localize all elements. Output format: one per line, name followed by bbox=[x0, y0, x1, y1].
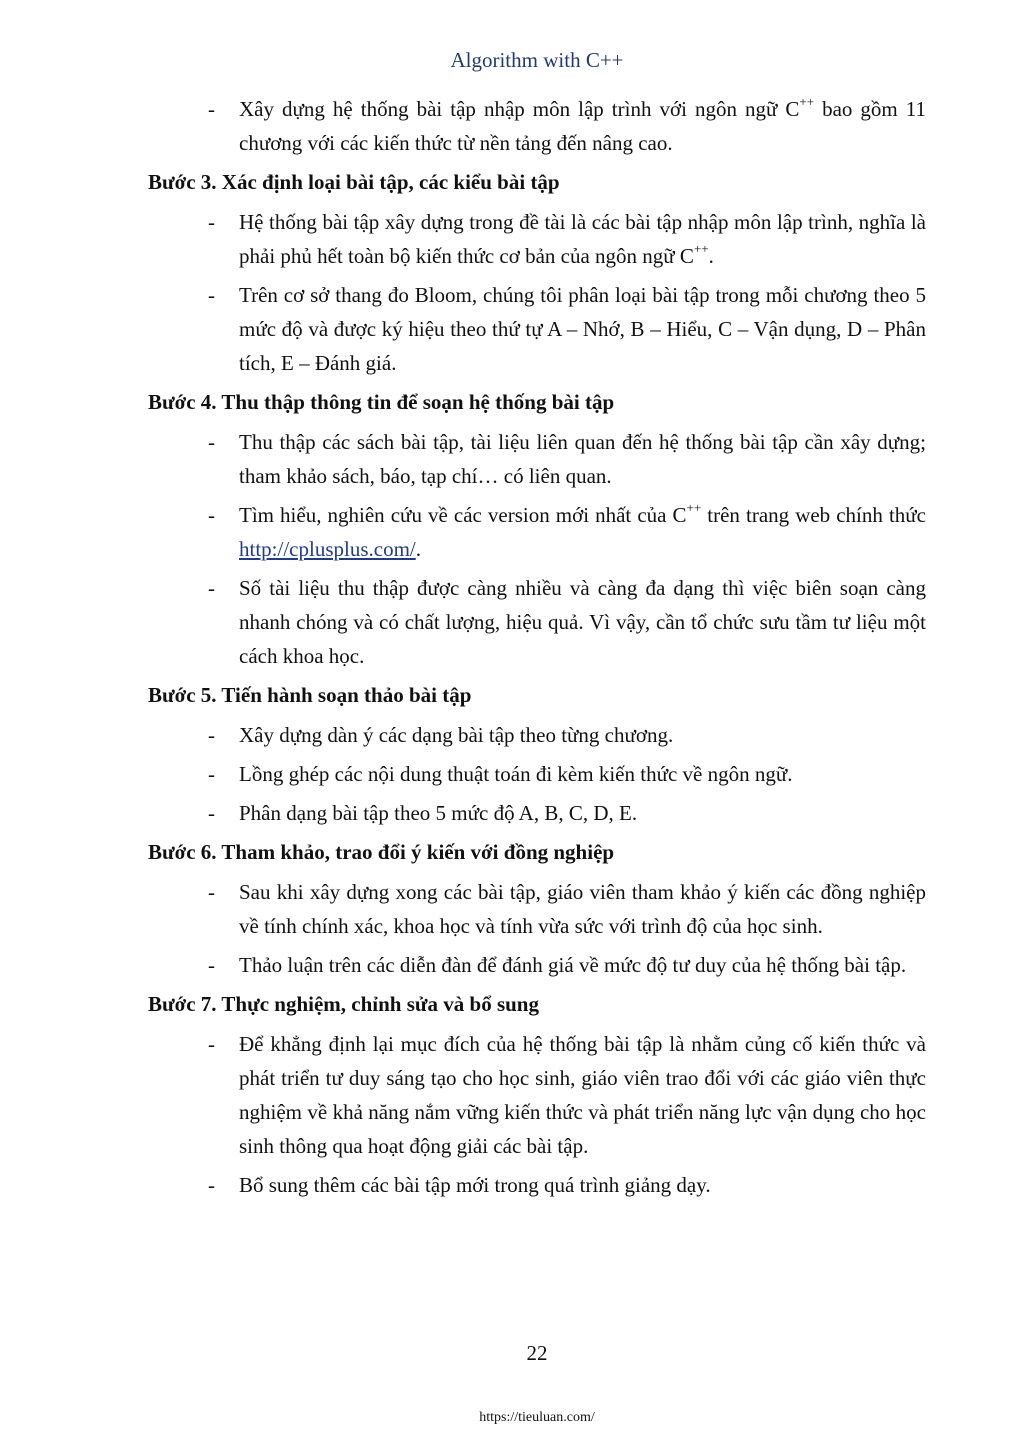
bullet-dash: - bbox=[208, 97, 215, 121]
bullet-item bbox=[148, 278, 926, 380]
item-text: Tìm hiểu, nghiên cứu về các version mới nhất của C bbox=[239, 503, 687, 527]
footer-url: https://tieuluan.com/ bbox=[479, 1410, 595, 1425]
bullet-dash: - bbox=[208, 953, 215, 977]
bullet-item bbox=[148, 875, 926, 943]
item-text-cont: trên trang web chính thức bbox=[701, 503, 926, 527]
bullet-item bbox=[148, 1027, 926, 1163]
bullet-item bbox=[148, 92, 926, 160]
step-5-heading: Bước 5. Tiến hành soạn thảo bài tập bbox=[148, 683, 472, 707]
bullet-dash: - bbox=[208, 210, 215, 234]
bullet-item bbox=[148, 948, 926, 982]
step-4-heading: Bước 4. Thu thập thông tin để soạn hệ thống bài tập bbox=[148, 390, 615, 414]
bullet-dash: - bbox=[208, 801, 215, 825]
bullet-item bbox=[148, 425, 926, 493]
bullet-dash: - bbox=[208, 283, 215, 307]
item-text: Số tài liệu thu thập được càng nhiều và càng đa dạng thì việc biên soạn càng nhanh chóng và có chất lượng, hiệu quả. Vì vậy, cần tổ chức sưu tầm tư liệu một cách khoa học. bbox=[239, 576, 926, 668]
step-7-heading: Bước 7. Thực nghiệm, chỉnh sửa và bổ sung bbox=[148, 992, 539, 1016]
bullet-item bbox=[148, 498, 926, 566]
running-header: Algorithm with C++ bbox=[450, 48, 624, 72]
bullet-dash: - bbox=[208, 762, 215, 786]
item-text-cont: bao gồm 11 chương với các kiến thức từ nền tảng đến nâng cao. bbox=[239, 97, 926, 155]
superscript: ++ bbox=[686, 500, 702, 515]
cplusplus-link[interactable]: http://cplusplus.com/ bbox=[239, 537, 416, 561]
bullet-dash: - bbox=[208, 576, 215, 600]
bullet-dash: - bbox=[208, 1032, 215, 1056]
item-text: Thảo luận trên các diễn đàn để đánh giá về mức độ tư duy của hệ thống bài tập. bbox=[239, 953, 907, 977]
item-text-end: . bbox=[415, 537, 421, 561]
bullet-dash: - bbox=[208, 880, 215, 904]
bullet-dash: - bbox=[208, 723, 215, 747]
item-text: Phân dạng bài tập theo 5 mức độ A, B, C, D, E. bbox=[239, 801, 638, 825]
bullet-item bbox=[148, 205, 926, 273]
item-text: Xây dựng hệ thống bài tập nhập môn lập trình với ngôn ngữ C bbox=[239, 97, 800, 121]
item-text: Xây dựng dàn ý các dạng bài tập theo từng chương. bbox=[239, 723, 674, 747]
bullet-item bbox=[148, 1168, 926, 1202]
bullet-item bbox=[148, 796, 926, 830]
item-text-cont: . bbox=[708, 244, 714, 268]
step-6-heading: Bước 6. Tham khảo, trao đổi ý kiến với đồng nghiệp bbox=[148, 840, 615, 864]
superscript: ++ bbox=[693, 241, 709, 256]
bullet-item bbox=[148, 571, 926, 673]
item-text: Hệ thống bài tập xây dựng trong đề tài là các bài tập nhập môn lập trình, nghĩa là phải phủ hết toàn bộ kiến thức cơ bản của ngôn ngữ C bbox=[239, 210, 926, 268]
item-text: Sau khi xây dựng xong các bài tập, giáo viên tham khảo ý kiến các đồng nghiệp về tính chính xác, khoa học và tính vừa sức với trình độ của học sinh. bbox=[239, 880, 926, 938]
bullet-dash: - bbox=[208, 503, 215, 527]
item-text: Lồng ghép các nội dung thuật toán đi kèm kiến thức về ngôn ngữ. bbox=[239, 762, 793, 786]
superscript: ++ bbox=[799, 94, 815, 109]
item-text: Trên cơ sở thang đo Bloom, chúng tôi phân loại bài tập trong mỗi chương theo 5 mức độ và được ký hiệu theo thứ tự A – Nhớ, B – Hiểu, C – Vận dụng, D – Phân tích, E – Đánh giá. bbox=[239, 283, 926, 375]
item-text: Thu thập các sách bài tập, tài liệu liên quan đến hệ thống bài tập cần xây dựng; tham khảo sách, báo, tạp chí… có liên quan. bbox=[239, 430, 926, 488]
item-text: Để khẳng định lại mục đích của hệ thống bài tập là nhằm củng cố kiến thức và phát triển tư duy sáng tạo cho học sinh, giáo viên trao đổi với các giáo viên thực nghiệm về khả năng nắm vững kiến thức và phát triển năng lực vận dụng cho học sinh thông qua hoạt động giải các bài tập. bbox=[239, 1032, 926, 1158]
item-text: Bổ sung thêm các bài tập mới trong quá trình giảng dạy. bbox=[239, 1173, 711, 1197]
bullet-dash: - bbox=[208, 1173, 215, 1197]
page-body bbox=[148, 92, 926, 1207]
bullet-item bbox=[148, 718, 926, 752]
bullet-item bbox=[148, 757, 926, 791]
page-number: 22 bbox=[526, 1341, 548, 1365]
step-3-heading: Bước 3. Xác định loại bài tập, các kiểu bài tập bbox=[148, 170, 560, 194]
bullet-dash: - bbox=[208, 430, 215, 454]
